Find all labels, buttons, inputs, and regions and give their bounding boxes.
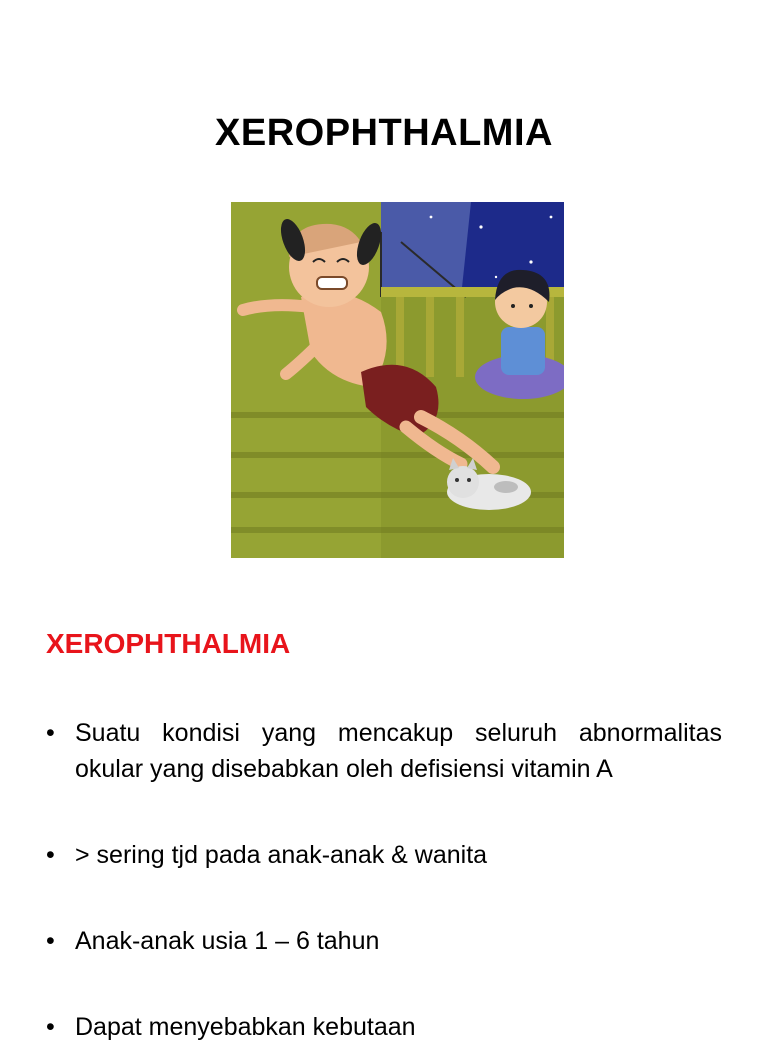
bullet-item bbox=[46, 923, 722, 959]
section-title: XEROPHTHALMIA bbox=[46, 628, 291, 659]
bullet-item bbox=[46, 1009, 722, 1045]
bullet-dot-icon: • bbox=[46, 1013, 55, 1041]
night-blindness-illustration bbox=[231, 202, 564, 558]
bullet-text: Anak-anak usia 1 – 6 tahun bbox=[75, 927, 380, 955]
bullet-list bbox=[46, 715, 722, 1045]
bullet-text: Dapat menyebabkan kebutaan bbox=[75, 1013, 416, 1041]
bullet-text: > sering tjd pada anak-anak & wanita bbox=[75, 841, 488, 869]
bullet-item bbox=[46, 837, 722, 873]
bullet-dot-icon: • bbox=[46, 841, 55, 869]
bullet-text: Suatu kondisi yang mencakup seluruh abnormalitas okular yang disebabkan oleh defisiensi vitamin A bbox=[75, 719, 722, 783]
slide-title: XEROPHTHALMIA bbox=[215, 112, 553, 154]
bullet-dot-icon: • bbox=[46, 927, 55, 955]
bullet-item bbox=[46, 715, 722, 787]
bullet-dot-icon: • bbox=[46, 719, 55, 747]
